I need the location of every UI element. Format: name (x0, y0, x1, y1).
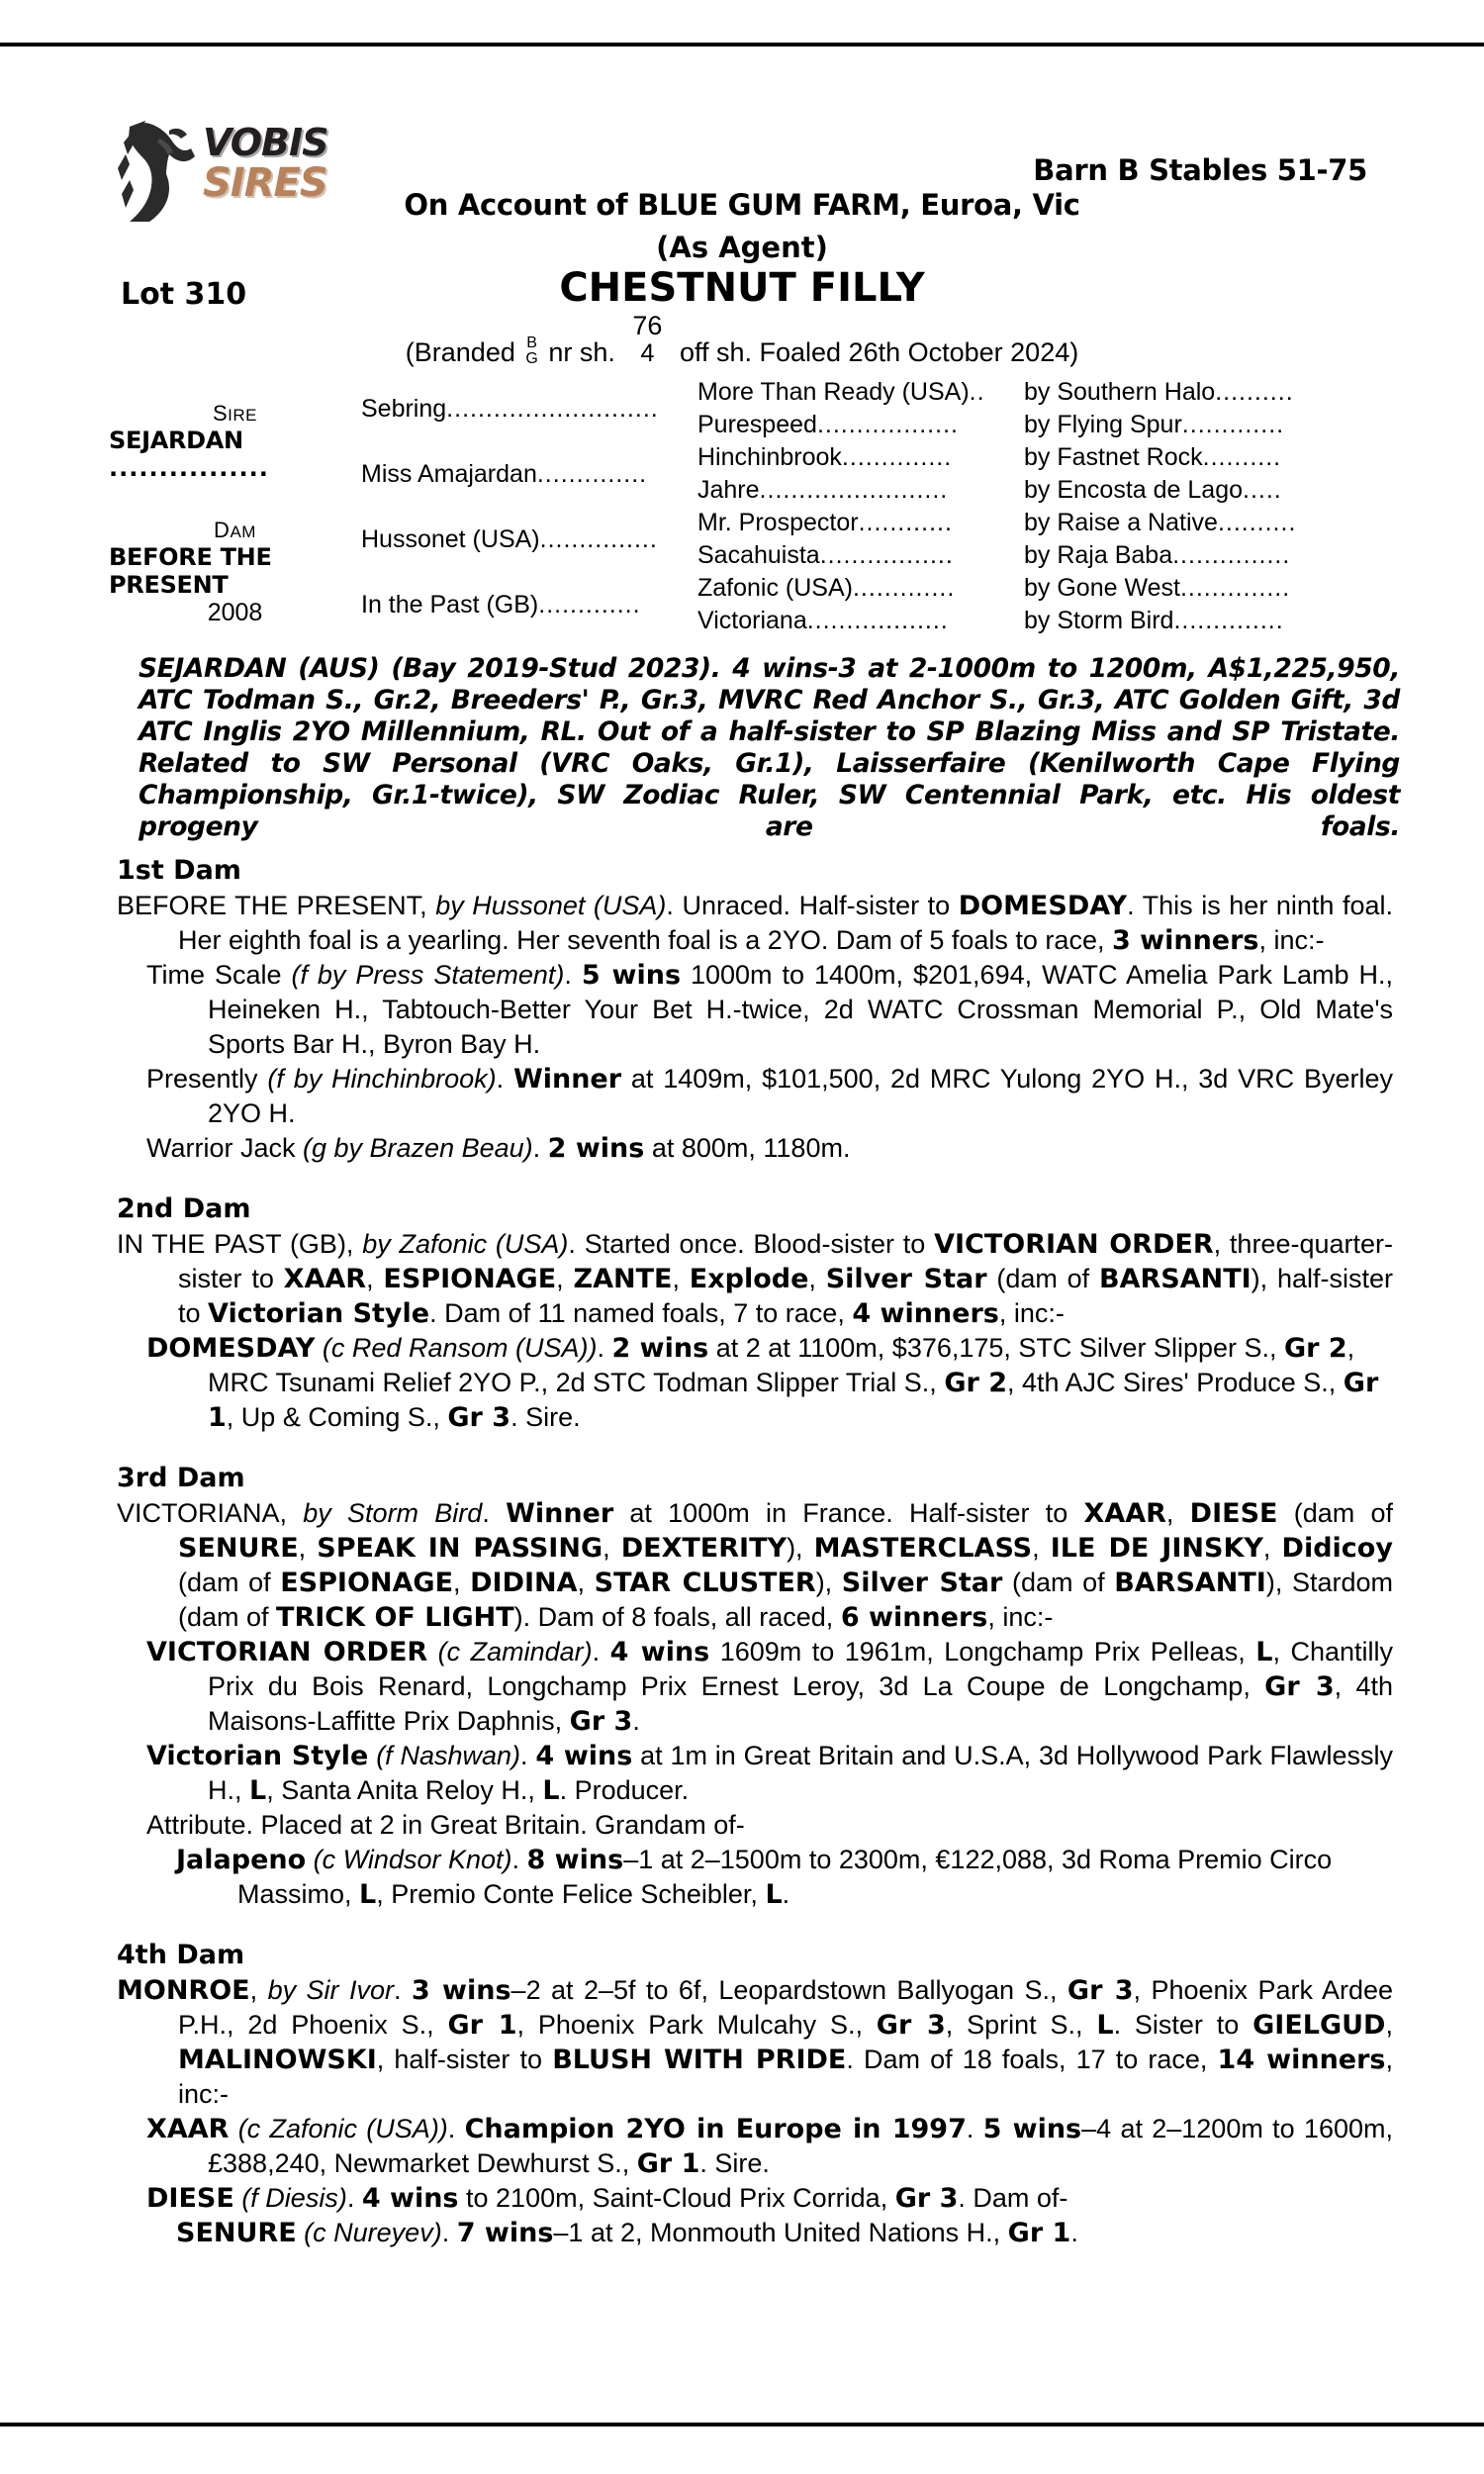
pedigree-entry: Presently (f by Hinchinbrook). Winner at 1409m, $101,500, 2d MRC Yulong 2YO H., 3d VRC Byerley 2YO H. (146, 1064, 1393, 1128)
branded-prefix: (Branded (405, 337, 515, 367)
dam-heading: 1st Dam (117, 855, 241, 886)
gen2-cell-0: Sebring........................... (361, 394, 659, 423)
pedigree-entry: IN THE PAST (GB), by Zafonic (USA). Started once. Blood-sister to VICTORIAN ORDER, three-quarter-sister to XAAR, ESPIONAGE, ZANTE, Explode, Silver Star (dam of BARSANTI), half-sister to Victorian Style. Dam of 11 named foals, 7 to race, 4 winners, inc:- (117, 1229, 1393, 1329)
dam-heading: 2nd Dam (117, 1193, 251, 1224)
pedigree-entry: XAAR (c Zafonic (USA)). Champion 2YO in Europe in 1997. 5 wins–4 at 2–1200m to 1600m, £388,240, Newmarket Dewhurst S., Gr 1. Sire. (146, 2114, 1393, 2179)
gen2-cell-1: Miss Amajardan.............. (361, 459, 648, 488)
dam-year: 2008 (207, 598, 263, 626)
gen4-cell-0: by Southern Halo.......... by Flying Spur............. (1024, 378, 1294, 438)
sire-label: SIRE (212, 401, 258, 426)
pedigree-entry: VICTORIANA, by Storm Bird. Winner at 1000m in France. Half-sister to XAAR, DIESE (dam of SENURE, SPEAK IN PASSING, DEXTERITY), MASTERCLASS, ILE DE JINSKY, Didicoy (dam of ESPIONAGE, DIDINA, STAR CLUSTER), Silver Star (dam of BARSANTI), Stardom (dam of TRICK OF LIGHT). Dam of 8 foals, all raced, 6 winners, inc:- (117, 1498, 1393, 1633)
gen3-cell-0: More Than Ready (USA).. Purespeed.................. (697, 378, 985, 438)
as-agent-label: (As Agent) (656, 231, 828, 264)
brand-number-bottom: 4 (640, 339, 655, 367)
brand-number-top: 76 (632, 311, 663, 340)
sire-name: SEJARDAN ................ (109, 427, 269, 482)
bottom-rule (0, 2423, 1484, 2426)
top-rule (0, 43, 1484, 47)
gen4-cell-1: by Fastnet Rock.......... by Encosta de Lago..... (1024, 443, 1282, 504)
lot-number: Lot 310 (121, 277, 247, 312)
dam-heading: 4th Dam (117, 1940, 245, 1970)
branded-mid: nr sh. (548, 337, 615, 367)
gen2-cell-2: Hussonet (USA)............... (361, 524, 658, 553)
logo-vobis-text: VOBIS (203, 121, 328, 164)
pedigree-entry: BEFORE THE PRESENT, by Hussonet (USA). Unraced. Half-sister to DOMESDAY. This is her ninth foal. Her eighth foal is a yearling. Her seventh foal is a 2YO. Dam of 5 foals to race, 3 winners, inc:- (117, 891, 1393, 956)
brand-number (632, 313, 662, 366)
pedigree-entry: Victorian Style (f Nashwan). 4 wins at 1m in Great Britain and U.S.A, 3d Hollywood Park Flawlessly H., L, Santa Anita Reloy H., L. Producer. (146, 1741, 1393, 1806)
pedigree-entry: Warrior Jack (g by Brazen Beau). 2 wins at 800m, 1180m. (146, 1133, 851, 1164)
pedigree-entry: Attribute. Placed at 2 in Great Britain. Grandam of- (146, 1810, 745, 1840)
sire-summary: SEJARDAN (AUS) (Bay 2019-Stud 2023). 4 wins-3 at 2-1000m to 1200m, A$1,225,950, ATC Todman S., Gr.2, Breeders' P., Gr.3, MVRC Red Anchor S., Gr.3, ATC Golden Gift, 3d ATC Inglis 2YO Millennium, RL. Out of a half-sister to SP Blazing Miss and SP Tristate. Related to SW Personal (VRC Oaks, Gr.1), Laisserfaire (Kenilworth Cape Flying Championship, Gr.1-twice), SW Zodiac Ruler, SW Centennial Park, etc. His oldest progeny are foals. (139, 653, 1400, 842)
dam-label: DAM (214, 517, 256, 542)
pedigree-entry: Jalapeno (c Windsor Knot). 8 wins–1 at 2–1500m to 2300m, €122,088, 3d Roma Premio Circo Massimo, L, Premio Conte Felice Scheibler, L. (176, 1845, 1333, 1910)
sire-cell (109, 376, 361, 507)
gen4-cell-3: by Gone West.............. by Storm Bird.............. (1024, 574, 1291, 634)
pedigree-entry: Time Scale (f by Press Statement). 5 wins 1000m to 1400m, $201,694, WATC Amelia Park Lamb H., Heineken H., Tabtouch-Better Your Bet H.-twice, 2d WATC Crossman Memorial P., Old Mate's Sports Bar H., Byron Bay H. (146, 960, 1393, 1059)
branded-suffix: off sh. Foaled 26th October 2024) (679, 337, 1079, 367)
logo-sires-text: SIRES (203, 160, 327, 206)
pedigree-entry: SENURE (c Nureyev). 7 wins–1 at 2, Monmouth United Nations H., Gr 1. (176, 2218, 1078, 2248)
pedigree-entry: DIESE (f Diesis). 4 wins to 2100m, Saint-Cloud Prix Corrida, Gr 3. Dam of- (146, 2183, 1068, 2214)
dam-heading: 3rd Dam (117, 1463, 245, 1493)
pedigree-entry: DOMESDAY (c Red Ransom (USA)). 2 wins at 2 at 1100m, $376,175, STC Silver Slipper S., Gr 2, MRC Tsunami Relief 2YO P., 2d STC Todman Slipper Trial S., Gr 2, 4th AJC Sires' Produce S., Gr 1, Up & Coming S., Gr 3. Sire. (146, 1333, 1379, 1433)
gen3-cell-1: Hinchinbrook.............. Jahre........................ (697, 443, 953, 504)
dam-name: BEFORE THE PRESENT (109, 542, 272, 599)
gen2-cell-3: In the Past (GB)............. (361, 590, 641, 618)
pedigree-table (109, 376, 1395, 637)
brand-bottom: G (525, 350, 538, 367)
pedigree-entry: VICTORIAN ORDER (c Zamindar). 4 wins 1609m to 1961m, Longchamp Prix Pelleas, L, Chantilly Prix du Bois Renard, Longchamp Prix Ernest Leroy, 3d La Coupe de Longchamp, Gr 3, 4th Maisons-Laffitte Prix Daphnis, Gr 3. (146, 1637, 1393, 1737)
branded-line (0, 311, 1484, 372)
dam-cell (109, 507, 361, 637)
brand-symbol (525, 335, 537, 367)
pedigree-narrative (117, 853, 1393, 2250)
brand-top: B (526, 334, 537, 351)
barn-stables-label: Barn B Stables 51-75 (1033, 153, 1367, 187)
account-label: On Account of BLUE GUM FARM, Euroa, Vic (404, 188, 1080, 222)
pedigree-entry: MONROE, by Sir Ivor. 3 wins–2 at 2–5f to 6f, Leopardstown Ballyogan S., Gr 3, Phoenix Park Ardee P.H., 2d Phoenix S., Gr 1, Phoenix Park Mulcahy S., Gr 3, Sprint S., L. Sister to GIELGUD, MALINOWSKI, half-sister to BLUSH WITH PRIDE. Dam of 18 foals, 17 to race, 14 winners, inc:- (117, 1975, 1393, 2109)
gen3-cell-3: Zafonic (USA)............. Victoriana.................. (697, 574, 956, 634)
page-title: CHESTNUT FILLY (559, 265, 925, 311)
gen3-cell-2: Mr. Prospector............ Sacahuista................. (697, 509, 954, 569)
gen4-cell-2: by Raise a Native.......... by Raja Baba............... (1024, 509, 1297, 569)
